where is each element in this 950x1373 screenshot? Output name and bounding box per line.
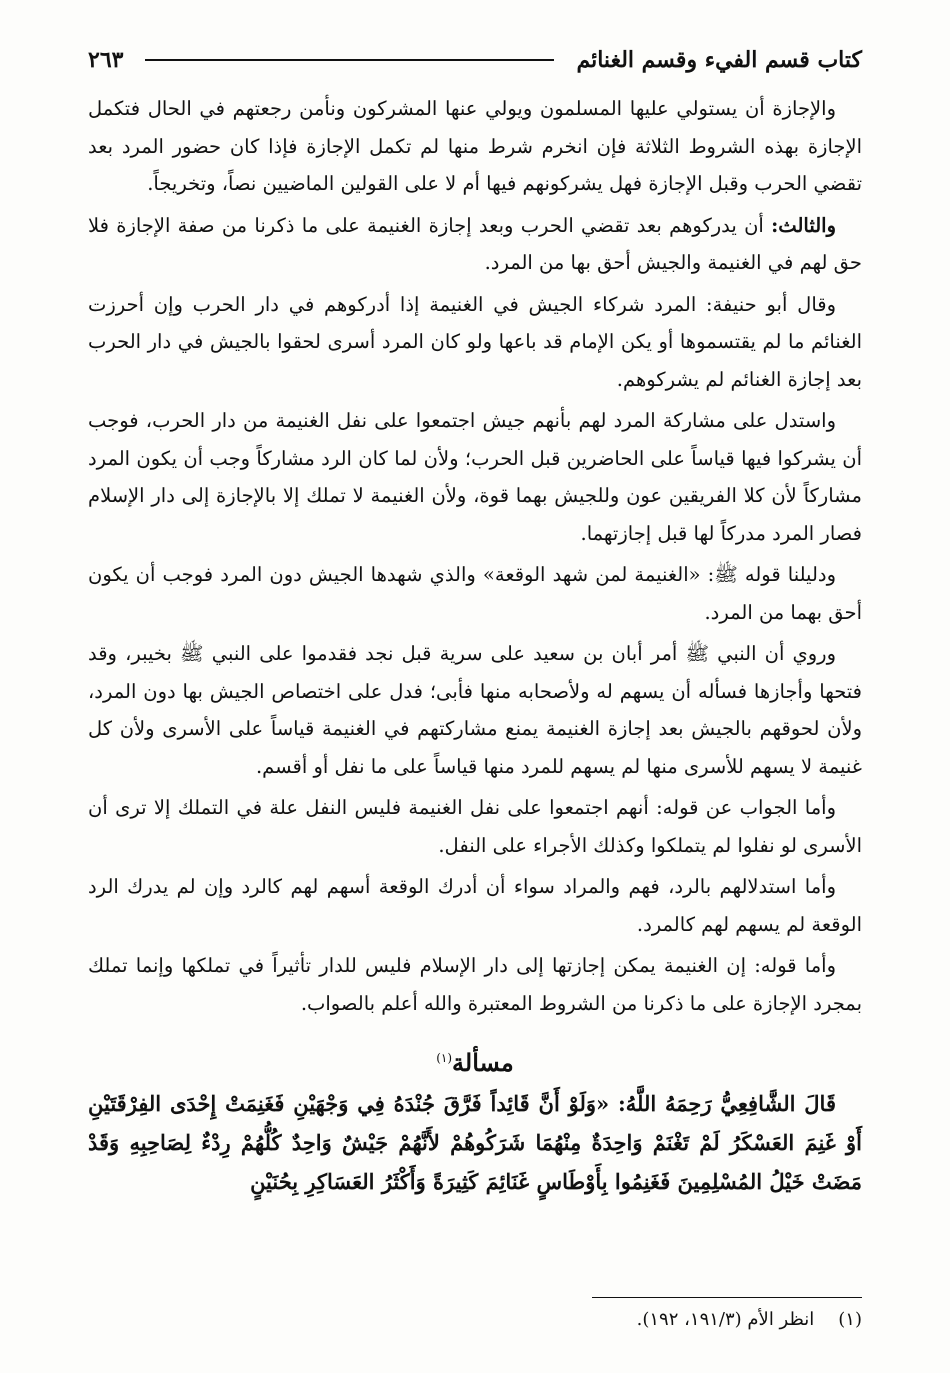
paragraph-3: وقال أبو حنيفة: المرد شركاء الجيش في الغنيمة إذا أدركوهم في دار الحرب وإن أحرزت الغنائم ما لم يقتسموها أو يكن الإمام قد باعها ولو كان المرد أسرى لحقوا بالجيش في دار الحرب بعد إجازة الغنائم لم يشركوهم. [88,292,862,391]
footnote-text: انظر الأم (١٩١/٣، ١٩٢). [636,1309,815,1330]
paragraph-5: ودليلنا قوله ﷺ: «الغنيمة لمن شهد الوقعة» والذي شهدها الجيش دون المرد فوجب أن يكون أحق بهما من المرد. [88,563,862,624]
footnote-number: (١) [838,1309,862,1330]
footnote-marker[interactable]: (١) [436,1051,453,1065]
page-body [88,90,862,1201]
header-rule [145,59,554,61]
running-title: كتاب قسم الفيء وقسم الغنائم [576,47,862,73]
footnote-rule [592,1297,862,1298]
paragraph-2 [88,207,862,282]
paragraph-8: وأما استدلالهم بالرد، فهم والمراد سواء أن أدرك الوقعة أسهم لهم كالرد وإن لم يدرك الرد الوقعة لم يسهم لهم كالمرد. [88,875,862,936]
paragraph-7: وأما الجواب عن قوله: أنهم اجتمعوا على نفل الغنيمة فليس النفل علة في التملك إلا ترى أن الأسرى لو نفلوا لم يتملكوا وكذلك الأجراء على النفل. [88,796,862,857]
paragraph-9: وأما قوله: إن الغنيمة يمكن إجازتها إلى دار الإسلام فليس للدار تأثيراً في تملكها وإنما تملك بمجرد الإجازة على ما ذكرنا من الشروط المعتبرة والله أعلم بالصواب. [88,954,862,1015]
page-number: ٢٦٣ [88,47,124,73]
masala-heading-text: مسألة [452,1048,514,1077]
paragraph-6: وروي أن النبي ﷺ أمر أبان بن سعيد على سرية قبل نجد فقدموا على النبي ﷺ بخيبر، وقد فتحها وأجازها فسأله أن يسهم له ولأصحابه منها فأبى؛ فدل على اختصاص الجيش بها دون المرد، ولأن لحوقهم بالجيش بعد إجازة الغنيمة يمنع مشاركتهم في الغنيمة قياساً على الأسرى ولأن كل غنيمة لا يسهم للأسرى منها لم يسهم للمرد منها قياساً على ما نفل أو أقسم. [88,642,862,778]
page-header [88,40,862,80]
footnote [88,1305,862,1335]
paragraph-1: والإجازة أن يستولي عليها المسلمون ويولي عنها المشركون ونأمن رجعتهم في الحال فتكمل الإجازة بهذه الشروط الثلاثة فإن انخرم شرط منها لم تكمل الإجازة فإذا كان حضور المرد بعد تقضي الحرب وقبل الإجازة فهل يشركونهم فيها أم لا على القولين الماضيين نصاً، وتخريجاً. [88,97,862,195]
paragraph-2-lead: والثالث: [771,213,836,237]
paragraph-4: واستدل على مشاركة المرد لهم بأنهم جيش اجتمعوا على نفل الغنيمة من دار الحرب، فوجب أن يشركوا فيها قياساً على الحاضرين قبل الحرب؛ ولأن لما كان الرد مشاركاً وجب أن يكون المرد مشاركاً لأن كلا الفريقين عون وللجيش بهما قوة، ولأن الغنيمة لا تملك إلا بالإجازة إلى دار الإسلام فصار المرد مدركاً لها قبل إجازتهما. [88,409,862,545]
paragraph-2-text: أن يدركوهم بعد تقضي الحرب وبعد إجازة الغنيمة على ما ذكرنا من صفة الإجازة فلا حق لهم في الغنيمة والجيش أحق بها من المرد. [88,213,862,274]
masala-heading [88,1040,862,1082]
shafii-quote: قَالَ الشَّافِعِيُّ رَحِمَهُ اللَّهُ: «وَلَوْ أَنَّ قَائِداً فَرَّقَ جُنْدَهُ فِي وَجْهَيْنِ فَغَنِمَتْ إِحْدَى الفِرْقَتَيْنِ أَوْ غَنِمَ العَسْكَرُ لَمْ تَغْنَمْ وَاحِدَةٌ مِنْهُمَا شَرَكُوهُمْ لأَنَّهُمْ جَيْشٌ وَاحِدٌ كُلُّهُمْ رِدْءٌ لِصَاحِبِهِ وَقَدْ مَضَتْ خَيْلُ المُسْلِمِينَ فَغَنِمُوا بِأَوْطَاسٍ غَنَائِمَ كَثِيرَةً وَأَكْثَرُ العَسَاكِرِ بِحُنَيْنٍ [88,1090,862,1194]
